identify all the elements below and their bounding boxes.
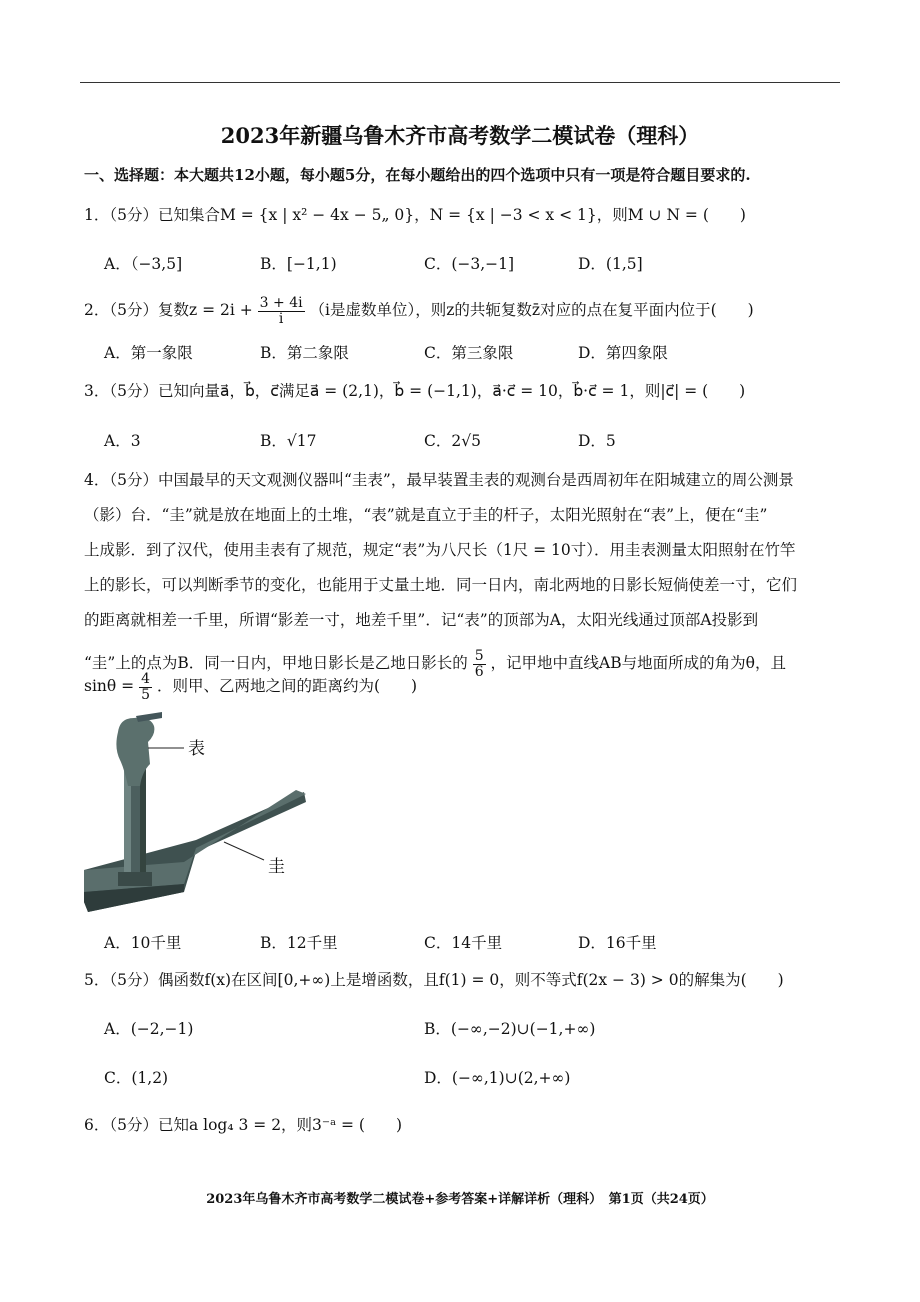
q4-option-a: A．10千里 — [104, 934, 182, 952]
q4-line-1: 4．（5分）中国最早的天文观测仪器叫“圭表”，最早装置圭表的观测台是西周初年在阳城建立的周公测景 — [84, 471, 794, 489]
gnomon-figure — [84, 712, 314, 922]
q4-line-2: （影）台．“圭”就是放在地面上的土堆，“表”就是直立于圭的杆子，太阳光照射在“表”上，便在“圭” — [84, 506, 768, 524]
biao-label: 表 — [188, 739, 205, 759]
question-4 — [84, 463, 840, 638]
q5-option-d: D．(−∞,1)∪(2,+∞) — [424, 1069, 571, 1087]
q4-line7-a: sinθ = — [84, 677, 135, 695]
q2-text-a: 2．（5分）复数z = 2i + — [84, 301, 253, 319]
q2-fraction — [258, 296, 305, 327]
question-5: 5．（5分）偶函数f(x)在区间[0,+∞)上是增函数，且f(1) = 0，则不等式f(2x − 3) > 0的解集为( ) — [84, 971, 784, 989]
page-title: 2023年新疆乌鲁木齐市高考数学二模试卷（理科） — [220, 123, 700, 148]
q2-option-b: B．第二象限 — [260, 344, 349, 362]
q5-option-a: A．(−2,−1) — [104, 1020, 194, 1038]
q4-line6-b: ，记甲地中直线AB与地面所成的角为θ，且 — [490, 654, 786, 672]
biao-base — [118, 872, 152, 886]
q5-option-b: B．(−∞,−2)∪(−1,+∞) — [424, 1020, 596, 1038]
q2-frac-num: 3 + 4i — [259, 294, 303, 311]
q5-option-c: C．(1,2) — [104, 1069, 169, 1087]
q4-option-c: C．14千里 — [424, 934, 503, 952]
q4-frac1-num: 5 — [474, 647, 484, 664]
q1-option-c: C．(−3,−1] — [424, 255, 515, 273]
q4-option-d: D．16千里 — [578, 934, 657, 952]
gui-label-line — [224, 842, 264, 860]
q1-option-d: D．(1,5] — [578, 255, 643, 273]
q4-line7-b: ．则甲、乙两地之间的距离约为( ) — [156, 677, 418, 695]
q4-frac-4-5 — [139, 672, 152, 703]
section-heading: 一、选择题：本大题共12小题，每小题5分，在每小题给出的四个选项中只有一项是符合题目要求的. — [84, 166, 751, 184]
q4-frac2-den: 5 — [141, 686, 150, 703]
q2-frac-den: i — [278, 310, 284, 327]
q4-line-4: 上的影长，可以判断季节的变化，也能用于丈量土地．同一日内，南北两地的日影长短倘使差一寸，它们 — [84, 576, 798, 594]
q4-option-b: B．12千里 — [260, 934, 338, 952]
question-1: 1．（5分）已知集合M = {x | x² − 4x − 5„ 0}，N = {x | −3 < x < 1}，则M ∪ N = ( ) — [84, 206, 746, 224]
q4-line-7 — [84, 668, 417, 704]
q4-line-5: 的距离就相差一千里，所谓“影差一寸，地差千里”．记“表”的顶部为A，太阳光线通过顶部A投影到 — [84, 611, 759, 629]
q3-option-b: B．√17 — [260, 432, 317, 450]
gui-label: 圭 — [268, 857, 285, 877]
q4-frac1-den: 6 — [474, 663, 484, 680]
q3-option-d: D．5 — [578, 432, 616, 450]
q4-frac-5-6 — [473, 649, 486, 680]
q4-line-3: 上成影．到了汉代，使用圭表有了规范，规定“表”为八尺长（1尺 = 10寸）．用圭表测量太阳照射在竹竿 — [84, 541, 796, 559]
q3-option-c: C．2√5 — [424, 432, 481, 450]
q1-option-a: A．（−3,5] — [104, 255, 183, 273]
q3-option-a: A．3 — [104, 432, 141, 450]
biao-ornament — [116, 718, 154, 786]
question-3: 3．（5分）已知向量a⃗，b⃗，c⃗满足a⃗ = (2,1)，b⃗ = (−1,1)，a⃗·c⃗ = 10，b⃗·c⃗ = 1，则|c⃗| = ( ) — [84, 382, 746, 400]
header-rule — [80, 82, 840, 83]
q2-option-c: C．第三象限 — [424, 344, 514, 362]
q4-frac2-num: 4 — [141, 670, 150, 687]
q1-option-b: B．[−1,1) — [260, 255, 337, 273]
q2-option-a: A．第一象限 — [104, 344, 193, 362]
q2-text-b: （i是虚数单位），则z的共轭复数z̄对应的点在复平面内位于( ) — [309, 301, 754, 319]
question-6: 6．（5分）已知a log₄ 3 = 2，则3⁻ᵃ = ( ) — [84, 1116, 403, 1134]
page-footer: 2023年乌鲁木齐市高考数学二模试卷+参考答案+详解详析（理科） 第1页（共24页） — [206, 1192, 714, 1207]
q2-option-d: D．第四象限 — [578, 344, 668, 362]
question-2 — [84, 292, 754, 328]
q4-line6-a: “圭”上的点为B．同一日内，甲地日影长是乙地日影长的 — [84, 654, 468, 672]
